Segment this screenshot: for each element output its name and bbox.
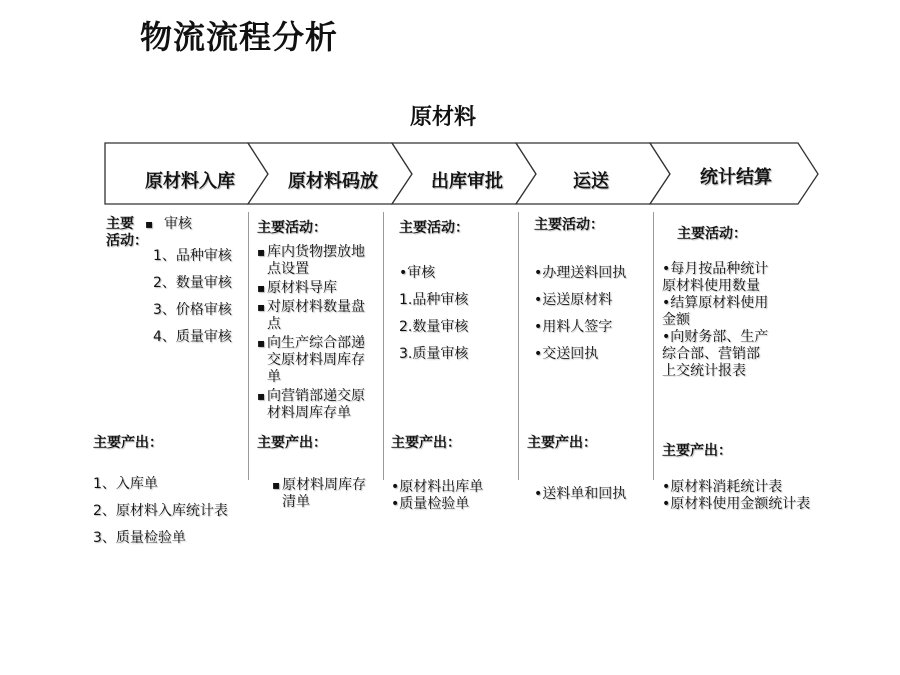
list-item: •审核 — [399, 265, 436, 281]
stage-label-2: 原材料码放 — [288, 171, 378, 192]
col1-output-list — [93, 471, 228, 552]
col1-output-head: 主要产出： — [93, 435, 163, 451]
list-item: 3、质量检验单 — [93, 530, 186, 546]
list-item: •用料人签字 — [534, 319, 613, 335]
col4-activity-head: 主要活动： — [534, 217, 604, 233]
col3-output-head: 主要产出： — [391, 435, 461, 451]
list-item: •办理送料回执 — [534, 265, 627, 281]
col4-output-head: 主要产出： — [527, 435, 597, 451]
col2-activity-list — [257, 244, 377, 422]
list-item: •原材料消耗统计表 — [662, 479, 783, 495]
list-item: •向财务部、生产综合部、营销部上交统计报表 — [662, 329, 769, 379]
col1-activity-first: ▪ 审核 — [145, 216, 192, 233]
stage-label-1: 原材料入库 — [145, 171, 235, 192]
list-item: 3、价格审核 — [153, 302, 232, 318]
column-divider — [518, 212, 519, 480]
col5-output-head: 主要产出： — [662, 443, 732, 459]
list-item: ▪ 对原材料数量盘点 — [257, 299, 365, 332]
col1-activity-head: 主要 活动： — [106, 216, 148, 249]
list-item: ▪ 向营销部递交原材料周库存单 — [257, 388, 365, 421]
list-item: •原材料使用金额统计表 — [662, 496, 811, 512]
list-item: ▪ 原材料周库存清单 — [272, 477, 366, 510]
list-item: ▪ 库内货物摆放地点设置 — [257, 244, 365, 277]
list-item: ▪ 原材料导库 — [257, 280, 337, 296]
col5-activity-head: 主要活动： — [677, 226, 747, 242]
stage-label-5: 统计结算 — [700, 167, 772, 188]
list-item: •交送回执 — [534, 346, 599, 362]
column-divider — [248, 212, 249, 480]
column-divider — [383, 212, 384, 480]
list-item: •运送原材料 — [534, 292, 613, 308]
list-item: 2、原材料入库统计表 — [93, 503, 228, 519]
list-item: 4、质量审核 — [153, 329, 232, 345]
list-item: ▪ 向生产综合部递交原材料周库存单 — [257, 335, 365, 385]
list-item: •质量检验单 — [391, 496, 470, 512]
column-divider — [653, 212, 654, 480]
list-item: •送料单和回执 — [534, 486, 627, 502]
col4-activity-list — [534, 260, 626, 368]
col5-output-list — [662, 479, 810, 513]
list-item: 1、入库单 — [93, 476, 158, 492]
page-title: 物流流程分析 — [140, 18, 339, 56]
list-item: •结算原材料使用金额 — [662, 295, 769, 328]
col4-output-list — [534, 486, 626, 503]
col5-activity-list — [662, 261, 770, 380]
col2-activity-head: 主要活动： — [257, 220, 327, 236]
list-item: •每月按品种统计原材料使用数量 — [662, 261, 769, 294]
stage-label-3: 出库审批 — [431, 171, 503, 192]
list-item: 1、品种审核 — [153, 248, 232, 264]
col1-activity-list — [153, 243, 232, 351]
list-item: •原材料出库单 — [391, 479, 484, 495]
col3-activity-list — [399, 260, 468, 368]
col3-activity-head: 主要活动： — [399, 220, 469, 236]
list-item: 2.数量审核 — [399, 319, 469, 335]
stage-label-4: 运送 — [573, 171, 609, 192]
list-item: 3.质量审核 — [399, 346, 469, 362]
col2-output-head: 主要产出： — [257, 435, 327, 451]
section-title: 原材料 — [410, 105, 477, 130]
col2-output-list — [272, 477, 367, 511]
list-item: 1.品种审核 — [399, 292, 469, 308]
col3-output-list — [391, 479, 483, 513]
list-item: 2、数量审核 — [153, 275, 232, 291]
